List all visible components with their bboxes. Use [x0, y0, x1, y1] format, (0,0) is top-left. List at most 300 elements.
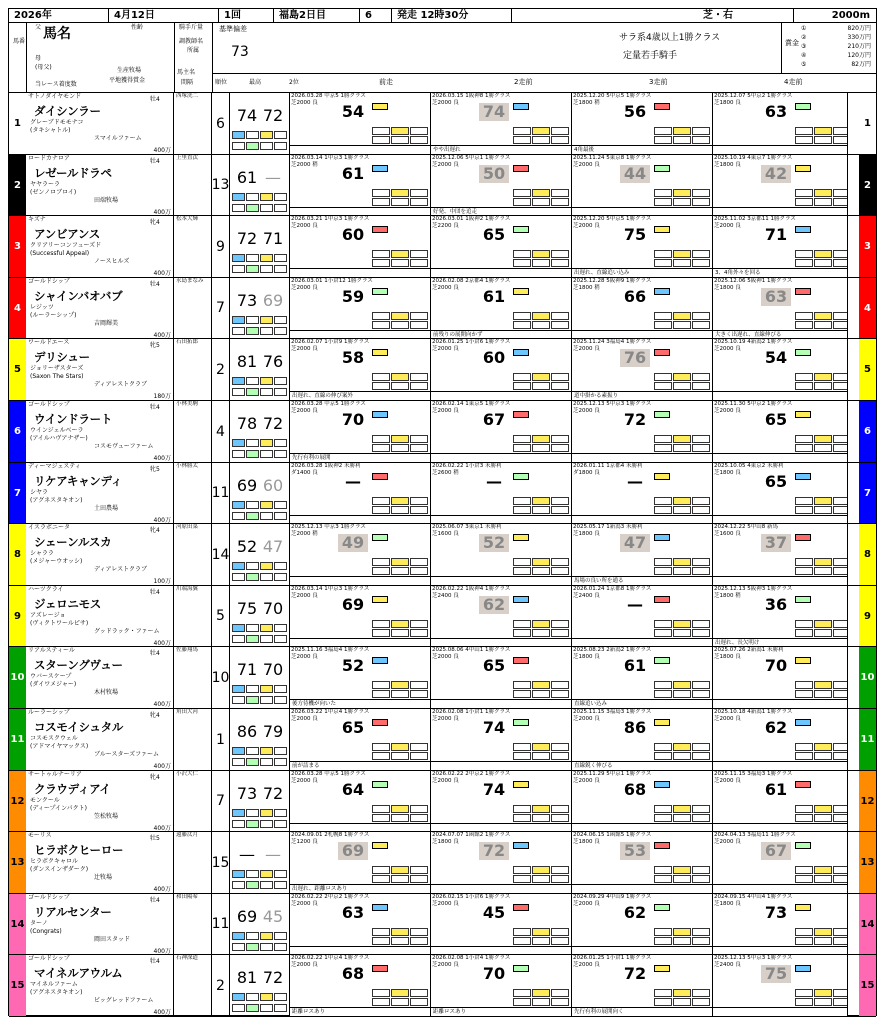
- tag-box: [246, 512, 259, 520]
- style-box: [391, 198, 409, 206]
- race-head: 2026.03.28 中京5 1勝クラス: [291, 770, 366, 777]
- style-box: [372, 321, 390, 329]
- past-race: [431, 709, 572, 770]
- style-box: [654, 681, 672, 689]
- race-head: 2025.11.02 3京都11 1勝クラス: [714, 216, 796, 223]
- past-race: [572, 524, 713, 585]
- race-head: 2026.03.01 1阪神2 1勝クラス: [432, 216, 511, 223]
- style-box: [532, 989, 550, 997]
- horse-cell: [26, 647, 174, 708]
- style-box: [551, 198, 569, 206]
- style-box: [551, 435, 569, 443]
- style-box: [814, 681, 832, 689]
- race-course: 芝2000 稍: [291, 531, 318, 538]
- speed-index: 61: [482, 286, 506, 306]
- style-box: [673, 382, 691, 390]
- style-box: [814, 998, 832, 1006]
- race-head: 2026.03.28 中京5 1勝クラス: [291, 93, 366, 99]
- frame-box: [513, 288, 529, 295]
- prize-amount: 400万: [153, 639, 171, 647]
- style-box: [692, 752, 710, 760]
- umaban-right: 2: [859, 155, 876, 216]
- race-head: 2025.08.23 2新潟2 1勝クラス: [573, 647, 652, 654]
- date: 4月12日: [109, 9, 219, 23]
- race-comment: [713, 699, 848, 708]
- style-box: [513, 127, 531, 135]
- past-race: [290, 93, 431, 154]
- order-rank: 6: [212, 93, 230, 154]
- sire-name: リアルスティール: [28, 647, 75, 655]
- style-box: [795, 444, 813, 452]
- speed-index: 44: [620, 165, 650, 183]
- race-course: 芝2000 良: [291, 962, 318, 969]
- style-box: [795, 506, 813, 514]
- race-head: 2025.12.07 5中京2 1勝クラス: [714, 93, 793, 99]
- past-race: [431, 93, 572, 154]
- damsire-name: (ゼンノロブロイ): [30, 188, 77, 196]
- race-head: 2025.10.19 4東京7 1勝クラス: [714, 154, 793, 161]
- style-box: [551, 998, 569, 1006]
- style-box: [410, 435, 428, 443]
- style-box: [692, 558, 710, 566]
- style-box: [654, 435, 672, 443]
- prize-amount: 400万: [153, 455, 171, 462]
- order-rank: 9: [212, 216, 230, 277]
- best-index: 75: [236, 598, 258, 618]
- best-index: 52: [236, 537, 258, 557]
- style-box: [532, 875, 550, 883]
- race-course: 芝1800 良: [573, 839, 600, 846]
- breeder: 吉岡輝美: [94, 319, 119, 327]
- style-box: [372, 629, 390, 637]
- style-box: [391, 937, 409, 945]
- race-comment: [290, 946, 431, 955]
- distance: 2000m: [831, 10, 870, 21]
- style-box: [692, 259, 710, 267]
- style-box: [551, 681, 569, 689]
- horse-cell: [26, 401, 174, 462]
- past-race: [290, 647, 431, 708]
- tag-box: [232, 501, 245, 509]
- race-condition: 定量若手騎手: [623, 51, 678, 61]
- style-box: [551, 567, 569, 575]
- race-comment: 出遅れ、直線追い込み: [572, 268, 713, 277]
- frame-box: [513, 103, 529, 110]
- style-box: [513, 681, 531, 689]
- race-comment: [431, 699, 572, 708]
- style-box: [654, 629, 672, 637]
- sex-age: 牡4: [150, 404, 160, 411]
- race-head: 2026.02.22 1中京4 1勝クラス: [291, 955, 370, 962]
- horse-cell: [26, 894, 174, 955]
- style-box: [795, 866, 813, 874]
- frame-box: [795, 165, 811, 172]
- style-box: [391, 373, 409, 381]
- style-box: [654, 373, 672, 381]
- style-box: [372, 312, 390, 320]
- second-index: 70: [262, 660, 284, 680]
- style-box: [814, 866, 832, 874]
- damsire-name: (Successful Appeal): [30, 250, 90, 258]
- speed-index: 73: [764, 902, 788, 922]
- style-box: [372, 127, 390, 135]
- speed-index: 37: [761, 534, 791, 552]
- frame-box: [513, 534, 529, 541]
- style-box: [372, 250, 390, 258]
- style-box: [673, 259, 691, 267]
- tag-box: [274, 316, 287, 324]
- second-index: —: [265, 845, 281, 865]
- prize-item: [801, 24, 871, 33]
- race-comment: 道中掛かる素振り: [572, 391, 713, 400]
- style-box: [814, 373, 832, 381]
- frame-box: [372, 781, 388, 788]
- style-box: [654, 127, 672, 135]
- race-course: 芝2000 良: [573, 408, 600, 414]
- sire-name: キズナ: [28, 216, 46, 224]
- style-box: [673, 814, 691, 822]
- style-box: [814, 752, 832, 760]
- race-comment: [713, 145, 848, 154]
- umaban-left: 10: [9, 647, 26, 708]
- tag-group: [232, 254, 288, 276]
- tag-box: [232, 696, 245, 704]
- race-course: 芝1800 良: [573, 654, 600, 661]
- year: 2026年: [9, 9, 109, 23]
- speed-index: 75: [623, 225, 647, 245]
- horse-name: アンビアンス: [34, 227, 100, 242]
- style-box: [551, 752, 569, 760]
- past-race: [713, 278, 848, 339]
- style-box: [795, 937, 813, 945]
- tag-box: [246, 820, 259, 828]
- style-box: [532, 189, 550, 197]
- past-race: [572, 216, 713, 277]
- race-comment: 出遅れ、長欠明け: [713, 638, 848, 647]
- style-box: [814, 805, 832, 813]
- frame-box: [654, 473, 670, 480]
- horse-row: [9, 216, 876, 278]
- race-comment: [713, 207, 848, 216]
- jockey-cell: [174, 524, 212, 585]
- style-box: [795, 497, 813, 505]
- style-box: [532, 558, 550, 566]
- speed-index: 72: [623, 964, 647, 984]
- race-head: 2024.09.29 4中山9 1勝クラス: [573, 893, 652, 900]
- style-box: [833, 998, 848, 1006]
- race-comment: [290, 268, 431, 277]
- style-box: [410, 136, 428, 144]
- race-course: 芝2000 良: [573, 900, 600, 907]
- index-cell: [230, 278, 290, 339]
- style-box: [410, 250, 428, 258]
- tag-box: [246, 388, 259, 396]
- style-box: [692, 989, 710, 997]
- race-head: 2025.11.15 3福島3 1勝クラス: [714, 770, 793, 777]
- style-box: [532, 198, 550, 206]
- prev3-label: 3走前: [649, 78, 668, 86]
- style-box: [673, 506, 691, 514]
- race-comment: [431, 884, 572, 893]
- style-box: [391, 321, 409, 329]
- sex-age: 牡5: [150, 835, 160, 843]
- style-box: [833, 866, 848, 874]
- tag-box: [232, 439, 245, 447]
- umaban-right: 4: [859, 278, 876, 339]
- frame-box: [372, 473, 388, 480]
- frame-box: [795, 534, 811, 541]
- style-box: [795, 435, 813, 443]
- sex-age: 牡4: [150, 896, 160, 904]
- tag-box: [246, 685, 259, 693]
- style-box: [833, 752, 848, 760]
- horse-name: リケアキャンディ: [34, 473, 122, 488]
- tag-group: [232, 439, 288, 461]
- style-box: [551, 444, 569, 452]
- order-rank: 13: [212, 155, 230, 216]
- style-box: [513, 752, 531, 760]
- style-box: [814, 435, 832, 443]
- prize-list: [801, 24, 871, 69]
- style-box: [513, 312, 531, 320]
- jockey-cell: [174, 339, 212, 400]
- race-comment: [431, 761, 572, 770]
- past-race: [713, 586, 848, 647]
- style-box: [410, 752, 428, 760]
- tag-box: [274, 439, 287, 447]
- race-comment: [290, 145, 431, 154]
- past-race: [290, 463, 431, 524]
- speed-index: 45: [482, 902, 506, 922]
- tag-box: [274, 377, 287, 385]
- prize-value: 820万円: [847, 25, 871, 32]
- race-comment: [290, 515, 431, 524]
- style-box: [654, 321, 672, 329]
- past-race: [431, 216, 572, 277]
- style-box: [673, 444, 691, 452]
- tag-box: [274, 635, 287, 643]
- past-race: [431, 155, 572, 216]
- dam-info: [30, 119, 142, 142]
- umaban-right: 5: [859, 339, 876, 400]
- frame-box: [372, 904, 388, 911]
- style-box: [372, 259, 390, 267]
- past-race: [290, 709, 431, 770]
- jockey-cell: [174, 155, 212, 216]
- sex-age-label: 性齢: [131, 24, 144, 31]
- frame-box: [513, 781, 529, 788]
- race-head: 2026.02.07 1小倉9 1勝クラス: [291, 339, 370, 346]
- style-box: [391, 127, 409, 135]
- horse-row: [9, 155, 876, 217]
- affil-label: 所属: [187, 47, 200, 54]
- horse-name: クラウディアイ: [34, 781, 111, 796]
- tag-box: [246, 193, 259, 201]
- style-box: [673, 373, 691, 381]
- breeder: ディアレストクラブ: [94, 566, 147, 574]
- jockey-cell: [174, 586, 212, 647]
- style-box: [410, 743, 428, 751]
- frame-box: [654, 719, 670, 726]
- style-box: [513, 558, 531, 566]
- style-box: [833, 814, 848, 822]
- jockey-name: 小林勝太: [176, 462, 199, 469]
- past-race: [572, 586, 713, 647]
- frame-box: [654, 904, 670, 911]
- dam-name: グレーブドモモナコ: [30, 119, 84, 126]
- style-box: [513, 998, 531, 1006]
- race-head: 2025.12.06 5阪神1 1勝クラス: [714, 277, 793, 284]
- race-head: 2026.02.08 1小倉4 1勝クラス: [432, 955, 511, 962]
- style-box: [410, 312, 428, 320]
- horse-cell: [26, 586, 174, 647]
- sex-age: 牡4: [150, 588, 160, 596]
- past-race: [713, 339, 848, 400]
- race-head: 2026.03.14 1中京3 1勝クラス: [291, 585, 370, 592]
- race-course: 芝2000 良: [291, 346, 318, 353]
- speed-index: 70: [482, 964, 506, 984]
- index-cell: [230, 586, 290, 647]
- style-box: [532, 752, 550, 760]
- race-head: 2025.10.19 4新潟2 1勝クラス: [714, 339, 793, 346]
- style-box: [532, 814, 550, 822]
- race-comment: 出遅れ、直線の伸び案外: [290, 391, 431, 400]
- prize-amount: 400万: [153, 824, 171, 832]
- style-box: [551, 866, 569, 874]
- best-index: 78: [236, 414, 258, 433]
- style-box: [673, 321, 691, 329]
- race-comment: [713, 515, 848, 524]
- breeder: 土田農場: [94, 504, 119, 512]
- past-race: [572, 339, 713, 400]
- tag-box: [260, 142, 273, 150]
- style-box: [410, 127, 428, 135]
- tag-box: [260, 204, 273, 212]
- style-box: [551, 620, 569, 628]
- prize-amount: 400万: [153, 270, 171, 278]
- tag-box: [274, 193, 287, 201]
- race-head: 2026.03.01 1小倉12 1勝クラス: [291, 277, 373, 284]
- race-head: 2026.02.22 2中京2 1勝クラス: [291, 893, 370, 900]
- tag-group: [232, 193, 288, 215]
- index-cell: [230, 955, 290, 1016]
- style-box: [513, 805, 531, 813]
- race-sheet: [8, 8, 877, 1016]
- sex-age: 牝4: [150, 527, 160, 535]
- frame-box: [513, 165, 529, 172]
- past-race: [431, 894, 572, 955]
- horse-name: レゼールドラペ: [34, 165, 112, 180]
- style-box: [410, 189, 428, 197]
- tag-box: [260, 932, 273, 940]
- tag-box: [260, 254, 273, 262]
- race-comment: [713, 823, 848, 832]
- style-box: [372, 866, 390, 874]
- race-course: 芝2000 良: [573, 962, 600, 969]
- race-course: 芝2000 良: [291, 100, 318, 106]
- race-comment: [572, 453, 713, 462]
- style-box: [833, 497, 848, 505]
- style-box: [692, 321, 710, 329]
- prize-amount: 400万: [153, 147, 171, 154]
- style-box: [673, 567, 691, 575]
- style-box: [551, 382, 569, 390]
- style-box: [833, 435, 848, 443]
- tag-box: [274, 142, 287, 150]
- style-box: [410, 620, 428, 628]
- speed-index: 59: [341, 286, 365, 306]
- style-box: [814, 259, 832, 267]
- style-box: [673, 681, 691, 689]
- style-box: [814, 875, 832, 883]
- breeder: グッドラック・ファーム: [94, 627, 160, 635]
- style-box: [551, 928, 569, 936]
- prize-value: 82万円: [851, 61, 871, 68]
- race-comment: 3、4角外々を回る: [713, 268, 848, 277]
- race-comment: [572, 638, 713, 647]
- order-rank: 7: [212, 771, 230, 832]
- horse-name: コスモイシュタル: [34, 720, 124, 734]
- class-name: サラ系4歳以上1勝クラス: [619, 33, 721, 43]
- frame-box: [513, 904, 529, 911]
- umaban-left: 2: [9, 155, 26, 216]
- style-box: [410, 444, 428, 452]
- horse-cell: [26, 524, 174, 585]
- style-box: [814, 937, 832, 945]
- past-race: [290, 832, 431, 893]
- prev4-label: 4走前: [784, 78, 803, 86]
- style-box: [673, 743, 691, 751]
- race-course: 芝2000 良: [714, 223, 741, 230]
- past-race: [713, 463, 848, 524]
- past-race: [290, 524, 431, 585]
- race-comment: 距離ロスあり: [290, 1007, 431, 1016]
- style-box: [814, 506, 832, 514]
- frame-box: [372, 349, 388, 356]
- jockey-name: 松本大輝: [176, 216, 199, 223]
- best-index: 81: [236, 968, 258, 988]
- style-box: [833, 928, 848, 936]
- tag-box: [260, 265, 273, 273]
- tag-box: [232, 254, 245, 262]
- style-box: [833, 629, 848, 637]
- umaban-right: 14: [859, 894, 876, 955]
- style-box: [372, 681, 390, 689]
- style-box: [795, 681, 813, 689]
- tag-box: [260, 562, 273, 570]
- race-course: 芝1600 良: [432, 531, 459, 538]
- dam-info: [30, 735, 160, 758]
- speed-index: 72: [623, 410, 647, 429]
- race-comment: [290, 576, 431, 585]
- style-box: [795, 875, 813, 883]
- style-box: [814, 558, 832, 566]
- style-box: [513, 497, 531, 505]
- style-box: [814, 629, 832, 637]
- sex-age: 牝5: [150, 342, 160, 350]
- tag-box: [260, 943, 273, 951]
- style-box: [372, 435, 390, 443]
- style-box: [532, 136, 550, 144]
- jockey-cell: [174, 894, 212, 955]
- sire-name: ルーラーシップ: [28, 709, 70, 716]
- speed-index: 69: [341, 594, 365, 614]
- prize-rank: ①: [801, 25, 807, 32]
- race-course: 芝1800 良: [714, 284, 741, 291]
- race-comment: [290, 207, 431, 216]
- style-box: [654, 620, 672, 628]
- tag-box: [246, 377, 259, 385]
